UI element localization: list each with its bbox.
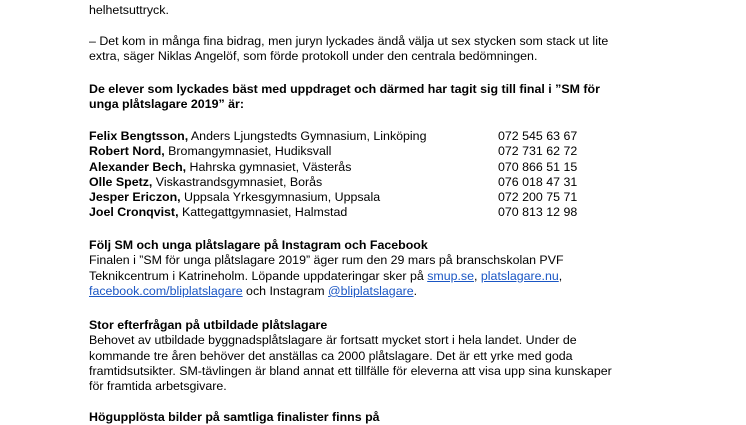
- follow-section: [89, 238, 669, 299]
- finalist-name: Olle Spetz,: [89, 174, 153, 189]
- finalist-name: Alexander Bech,: [89, 159, 187, 174]
- finalist-school: Anders Ljungstedts Gymnasium, Linköping: [188, 129, 427, 143]
- demand-line-3: framtidsutsikter. SM-tävlingen är bland annat ett tillfälle för eleverna att visa upp sina kunskaper: [89, 363, 612, 378]
- quote-line-1: – Det kom in många fina bidrag, men juryn lyckades ändå välja ut sex stycken som stack ut lite: [89, 34, 609, 48]
- platslagare-link[interactable]: platslagare.nu: [480, 268, 559, 283]
- demand-heading: Stor efterfrågan på utbildade plåtslagare: [89, 318, 328, 332]
- finalists-list: [89, 129, 669, 221]
- demand-line-2: kommande tre åren behöver det anställas ca 2000 plåtslagare. Det är ett yrke med goda: [89, 348, 573, 363]
- follow-line-2: [89, 269, 669, 284]
- finalist-phone: 072 545 63 67: [498, 129, 578, 143]
- follow-line-3-text: och Instagram: [242, 283, 329, 298]
- images-heading: [89, 410, 669, 425]
- finalists-heading: [89, 82, 669, 113]
- follow-line-2-text: Teknikcentrum i Katrineholm. Löpande uppdateringar sker på: [89, 268, 428, 283]
- follow-line-1: Finalen i ”SM för unga plåtslagare 2019” äger rum den 29 mars på branschskolan PVF: [89, 253, 564, 268]
- separator: ,: [558, 268, 563, 283]
- finalist-school: Hahrska gymnasiet, Västerås: [186, 159, 352, 174]
- follow-heading: Följ SM och unga plåtslagare på Instagram och Facebook: [89, 238, 428, 252]
- finalist-name: Joel Cronqvist,: [89, 205, 179, 220]
- finalist-row: [89, 175, 669, 190]
- separator: ,: [474, 268, 481, 283]
- finalist-phone: 072 200 75 71: [498, 190, 578, 205]
- finalists-heading-line-1: De elever som lyckades bäst med uppdraget och därmed har tagit sig till final i ”SM för: [89, 82, 600, 96]
- finalist-name: Jesper Ericzon,: [89, 190, 181, 205]
- finalist-school: Uppsala Yrkesgymnasium, Uppsala: [180, 190, 381, 205]
- images-heading-line: Högupplösta bilder på samtliga finalister finns på: [89, 410, 380, 424]
- finalist-name: Robert Nord,: [89, 144, 165, 159]
- demand-section: [89, 318, 669, 394]
- instagram-link[interactable]: @bliplatslagare: [328, 283, 414, 298]
- finalists-heading-line-2: unga plåtslagare 2019” är:: [89, 97, 244, 112]
- finalist-row: [89, 144, 669, 159]
- finalist-name: Felix Bengtsson,: [89, 129, 189, 143]
- smup-link[interactable]: smup.se: [427, 268, 475, 283]
- finalist-row: [89, 160, 669, 175]
- finalist-school: Viskastrandsgymnasiet, Borås: [152, 174, 323, 189]
- finalist-row: [89, 129, 669, 144]
- finalist-row: [89, 205, 669, 220]
- finalist-phone: 070 866 51 15: [498, 159, 578, 174]
- follow-line-3-end: .: [413, 283, 418, 298]
- finalist-row: [89, 190, 669, 205]
- finalist-school: Kattegattgymnasiet, Halmstad: [178, 205, 348, 220]
- finalist-phone: 072 731 62 72: [498, 144, 578, 159]
- finalist-school: Bromangymnasiet, Hudiksvall: [164, 144, 332, 159]
- finalist-phone: 070 813 12 98: [498, 205, 578, 220]
- quote-line-2: extra, säger Niklas Angelöf, som förde protokoll under den centrala bedömningen.: [89, 49, 538, 64]
- facebook-link[interactable]: facebook.com/bliplatslagare: [89, 283, 243, 298]
- intro-line: helhetsuttryck.: [89, 3, 169, 17]
- quote-paragraph: [89, 34, 669, 65]
- intro-section: [89, 3, 669, 18]
- finalist-phone: 076 018 47 31: [498, 174, 578, 189]
- follow-line-3: [89, 284, 669, 299]
- demand-line-4: för framtida arbetsgivare.: [89, 379, 227, 394]
- demand-line-1: Behovet av utbildade byggnadsplåtslagare är fortsatt mycket stort i hela landet. Under de: [89, 333, 577, 348]
